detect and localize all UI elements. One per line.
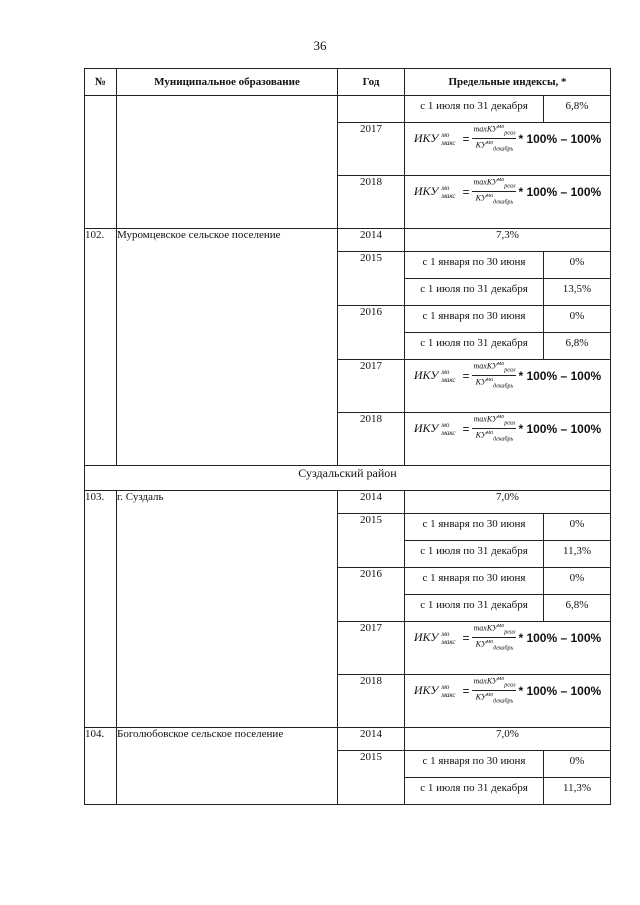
formula-numerator	[472, 176, 516, 192]
formula-fraction	[472, 413, 516, 445]
formula-numerator-sub: реал	[504, 629, 516, 636]
period-label: с 1 января по 30 июня	[405, 252, 544, 278]
num-cell: 102.	[85, 229, 117, 466]
period-cell	[405, 541, 611, 568]
table-row	[85, 491, 611, 514]
formula-equals: =	[462, 131, 470, 146]
formula-numerator-base: maxКУ	[473, 676, 498, 686]
period-cell	[405, 279, 611, 306]
table-row	[85, 728, 611, 751]
period-value: 6,8%	[565, 337, 589, 349]
formula-numerator-sup: мо	[497, 124, 505, 130]
formula-denominator	[476, 192, 514, 207]
formula-numerator-sub: реал	[504, 130, 516, 137]
formula-fraction	[472, 176, 516, 208]
year-cell: 2018	[338, 413, 405, 466]
period-value: 13,5%	[562, 283, 592, 295]
formula-equals: =	[462, 421, 470, 436]
formula-numerator-sub: реал	[504, 367, 516, 374]
formula-denominator-sup: мо	[486, 430, 494, 437]
formula-subscript	[441, 421, 455, 437]
period-label: с 1 июля по 31 декабря	[405, 96, 544, 122]
formula-sub-bottom: макс	[441, 428, 456, 437]
formula-denominator-sup: мо	[486, 377, 494, 384]
formula-denominator	[476, 429, 514, 444]
year-cell: 2015	[338, 751, 405, 805]
municipality-cell	[117, 96, 338, 229]
formula-denominator-base: КУ	[475, 140, 487, 150]
formula-numerator	[472, 123, 516, 139]
formula-cell	[405, 675, 611, 728]
period-label: с 1 июля по 31 декабря	[405, 279, 544, 305]
formula-denominator-base: КУ	[475, 692, 487, 702]
formula-denominator-base: КУ	[475, 193, 487, 203]
formula-lhs: ИКУ	[413, 683, 439, 698]
index-value: 7,0%	[405, 491, 611, 514]
formula-numerator-sup: мо	[497, 177, 505, 183]
year-cell: 2016	[338, 306, 405, 360]
formula-numerator	[472, 413, 516, 429]
header-municipality: Муниципальное образование	[117, 69, 338, 96]
period-cell	[405, 333, 611, 360]
formula-subscript	[441, 131, 455, 147]
formula-cell	[405, 123, 611, 176]
formula-fraction	[472, 622, 516, 654]
year-cell: 2014	[338, 491, 405, 514]
formula-numerator-base: maxКУ	[473, 414, 498, 424]
table-row	[85, 96, 611, 123]
period-label: с 1 июля по 31 декабря	[405, 778, 544, 804]
header-indexes: Предельные индексы, *	[405, 69, 611, 96]
year-cell: 2018	[338, 176, 405, 229]
formula-sub-top: мо	[441, 420, 450, 429]
formula-cell	[405, 622, 611, 675]
formula	[405, 413, 610, 445]
period-label: с 1 января по 30 июня	[405, 568, 544, 594]
formula-fraction	[472, 360, 516, 392]
period-label: с 1 января по 30 июня	[405, 751, 544, 777]
formula-lhs: ИКУ	[413, 131, 439, 146]
formula-sub-top: мо	[441, 367, 450, 376]
year-cell: 2018	[338, 675, 405, 728]
formula-denominator-sub: декабрь	[493, 383, 514, 390]
formula-tail: * 100% – 100%	[518, 630, 602, 645]
formula	[405, 176, 610, 208]
year-cell: 2015	[338, 514, 405, 568]
formula-equals: =	[462, 683, 470, 698]
num-cell: 103.	[85, 491, 117, 728]
formula	[405, 675, 610, 707]
period-cell	[405, 595, 611, 622]
period-label: с 1 июля по 31 декабря	[405, 333, 544, 359]
formula-tail: * 100% – 100%	[518, 421, 602, 436]
formula-lhs: ИКУ	[413, 184, 439, 199]
formula-denominator-sub: декабрь	[493, 199, 514, 206]
index-value: 7,3%	[405, 229, 611, 252]
formula-subscript	[441, 683, 455, 699]
year-cell	[338, 96, 405, 123]
period-label: с 1 июля по 31 декабря	[405, 541, 544, 567]
num-cell: 104.	[85, 728, 117, 805]
page-number: 36	[313, 38, 327, 53]
formula-lhs: ИКУ	[413, 421, 439, 436]
formula-sub-bottom: макс	[441, 690, 456, 699]
formula-sub-bottom: макс	[441, 375, 456, 384]
formula-denominator-sub: декабрь	[493, 146, 514, 153]
year-cell: 2017	[338, 622, 405, 675]
formula-numerator-sub: реал	[504, 682, 516, 689]
municipality-cell: Боголюбовское сельское поселение	[117, 728, 338, 805]
formula-equals: =	[462, 630, 470, 645]
formula-sub-top: мо	[441, 629, 450, 638]
num-cell	[85, 96, 117, 229]
formula-denominator	[476, 139, 514, 154]
period-value: 6,8%	[565, 599, 589, 611]
period-label: с 1 января по 30 июня	[405, 514, 544, 540]
header-num: №	[85, 69, 117, 96]
formula-sub-bottom: макс	[441, 138, 456, 147]
formula-denominator-sub: декабрь	[493, 436, 514, 443]
formula-tail: * 100% – 100%	[518, 683, 602, 698]
formula-denominator-sub: декабрь	[493, 645, 514, 652]
year-cell: 2017	[338, 123, 405, 176]
formula-equals: =	[462, 368, 470, 383]
period-cell	[405, 306, 611, 333]
municipality-cell: г. Суздаль	[117, 491, 338, 728]
formula-numerator-sub: реал	[504, 420, 516, 427]
period-value: 0%	[569, 755, 585, 767]
period-value: 11,3%	[562, 782, 591, 794]
municipality-cell: Муромцевское сельское поселение	[117, 229, 338, 466]
formula-tail: * 100% – 100%	[518, 368, 602, 383]
index-value: 7,0%	[405, 728, 611, 751]
period-cell	[405, 751, 611, 778]
formula-sub-bottom: макс	[441, 191, 456, 200]
formula-subscript	[441, 630, 455, 646]
formula-tail: * 100% – 100%	[518, 131, 602, 146]
formula-subscript	[441, 184, 455, 200]
period-cell	[405, 568, 611, 595]
period-cell	[405, 778, 611, 805]
formula-cell	[405, 413, 611, 466]
period-value: 0%	[569, 256, 585, 268]
period-value: 0%	[569, 310, 585, 322]
formula	[405, 123, 610, 155]
formula-numerator-base: maxКУ	[473, 361, 498, 371]
year-cell: 2014	[338, 229, 405, 252]
district-name: Суздальский район	[85, 466, 611, 491]
year-cell: 2015	[338, 252, 405, 306]
formula-sub-top: мо	[441, 130, 450, 139]
period-value: 0%	[569, 518, 585, 530]
formula-tail: * 100% – 100%	[518, 184, 602, 199]
header-year: Год	[338, 69, 405, 96]
formula-numerator-sup: мо	[497, 414, 505, 420]
formula-subscript	[441, 368, 455, 384]
district-row	[85, 466, 611, 491]
year-cell: 2014	[338, 728, 405, 751]
formula-numerator-sup: мо	[497, 676, 505, 682]
period-value: 11,3%	[562, 545, 591, 557]
period-label: с 1 июля по 31 декабря	[405, 595, 544, 621]
year-cell: 2016	[338, 568, 405, 622]
formula-sub-top: мо	[441, 183, 450, 192]
formula-denominator-sub: декабрь	[493, 698, 514, 705]
formula-numerator-base: maxКУ	[473, 124, 498, 134]
period-cell	[405, 96, 611, 123]
formula-numerator-base: maxКУ	[473, 623, 498, 633]
formula-denominator-sup: мо	[486, 193, 494, 200]
formula-cell	[405, 176, 611, 229]
formula-denominator-base: КУ	[475, 430, 487, 440]
formula	[405, 622, 610, 654]
tariff-index-table	[84, 68, 611, 805]
table-header-row	[85, 69, 611, 96]
formula-numerator	[472, 622, 516, 638]
formula-denominator	[476, 691, 514, 706]
formula-fraction	[472, 675, 516, 707]
formula-fraction	[472, 123, 516, 155]
formula-lhs: ИКУ	[413, 368, 439, 383]
formula-numerator	[472, 675, 516, 691]
period-cell	[405, 252, 611, 279]
formula-denominator-base: КУ	[475, 639, 487, 649]
formula-lhs: ИКУ	[413, 630, 439, 645]
period-value: 0%	[569, 572, 585, 584]
formula-denominator	[476, 376, 514, 391]
formula-sub-bottom: макс	[441, 637, 456, 646]
formula-sub-top: мо	[441, 682, 450, 691]
formula	[405, 360, 610, 392]
year-cell: 2017	[338, 360, 405, 413]
formula-denominator-sup: мо	[486, 639, 494, 646]
table-row	[85, 229, 611, 252]
formula-denominator-sup: мо	[486, 140, 494, 147]
formula-cell	[405, 360, 611, 413]
formula-denominator-sup: мо	[486, 692, 494, 699]
formula-denominator	[476, 638, 514, 653]
formula-numerator-sub: реал	[504, 183, 516, 190]
formula-numerator-sup: мо	[497, 623, 505, 629]
period-value: 6,8%	[565, 100, 589, 112]
period-label: с 1 января по 30 июня	[405, 306, 544, 332]
formula-denominator-base: КУ	[475, 377, 487, 387]
formula-numerator-sup: мо	[497, 361, 505, 367]
formula-numerator-base: maxКУ	[473, 177, 498, 187]
formula-equals: =	[462, 184, 470, 199]
period-cell	[405, 514, 611, 541]
formula-numerator	[472, 360, 516, 376]
